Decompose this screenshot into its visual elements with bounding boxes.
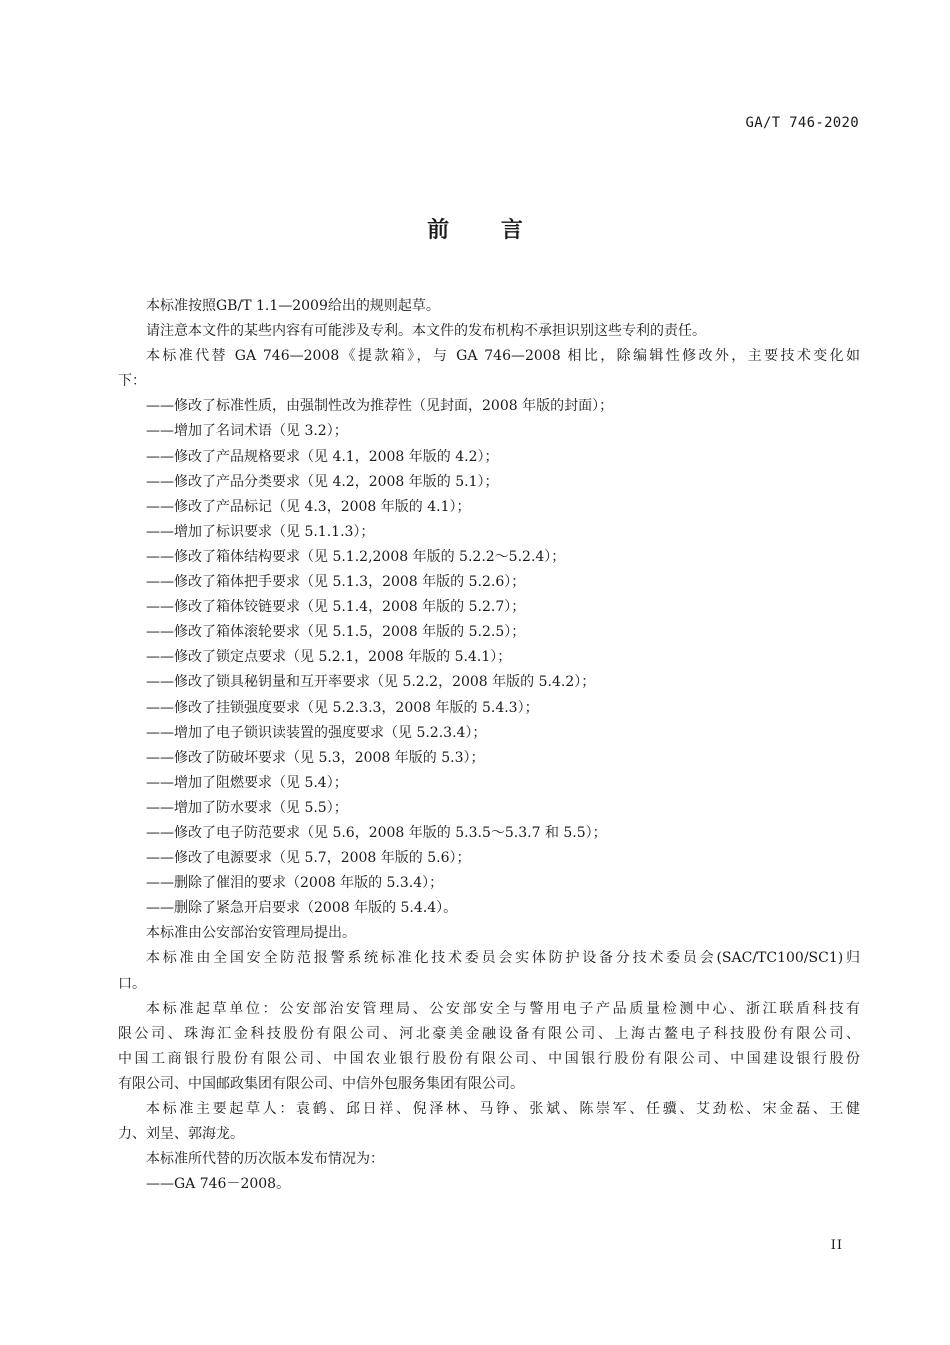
list-item: ——修改了箱体把手要求（见 5.1.3，2008 年版的 5.2.6）； bbox=[146, 574, 526, 591]
paragraph-line: 本标准起草单位：公安部治安管理局、公安部安全与警用电子产品质量检测中心、浙江联盾科技有 bbox=[146, 1000, 860, 1017]
list-item: ——删除了催泪的要求（2008 年版的 5.3.4）； bbox=[146, 875, 444, 892]
paragraph-history-intro: 本标准所代替的历次版本发布情况为： bbox=[146, 1151, 384, 1168]
paragraph-line: 本标准由全国安全防范报警系统标准化技术委员会实体防护设备分技术委员会(SAC/TC100/SC1)归 bbox=[146, 950, 860, 967]
paragraph-drafting-rules: 本标准按照GB/T 1.1—2009给出的规则起草。 bbox=[146, 298, 440, 314]
list-item: ——修改了防破坏要求（见 5.3，2008 年版的 5.3）； bbox=[146, 749, 485, 766]
foreword-body bbox=[118, 294, 860, 1197]
list-item: ——修改了电源要求（见 5.7，2008 年版的 5.6）； bbox=[146, 850, 471, 867]
list-item: ——修改了锁定点要求（见 5.2.1，2008 年版的 5.4.1）； bbox=[146, 649, 512, 666]
list-item: ——修改了产品规格要求（见 4.1，2008 年版的 4.2）； bbox=[146, 448, 499, 465]
list-item: ——删除了紧急开启要求（2008 年版的 5.4.4）。 bbox=[146, 900, 458, 917]
list-item: ——增加了标识要求（见 5.1.1.3）； bbox=[146, 523, 375, 540]
list-item: ——修改了标准性质，由强制性改为推荐性（见封面，2008 年版的封面）； bbox=[146, 398, 614, 415]
list-item: ——增加了防水要求（见 5.5）； bbox=[146, 799, 348, 816]
list-item: ——修改了箱体铰链要求（见 5.1.4，2008 年版的 5.2.7）； bbox=[146, 599, 526, 616]
list-item: ——修改了箱体滚轮要求（见 5.1.5，2008 年版的 5.2.5）； bbox=[146, 624, 526, 641]
paragraph-line: 力、刘呈、郭海龙。 bbox=[118, 1126, 244, 1143]
paragraph-line: 中国工商银行股份有限公司、中国农业银行股份有限公司、中国银行股份有限公司、中国建设银行股份 bbox=[118, 1050, 860, 1067]
list-item: ——修改了箱体结构要求（见 5.1.2,2008 年版的 5.2.2～5.2.4）； bbox=[146, 548, 566, 565]
paragraph-drafters bbox=[118, 1097, 860, 1147]
paragraph-patent-notice: 请注意本文件的某些内容有可能涉及专利。本文件的发布机构不承担识别这些专利的责任。 bbox=[146, 323, 706, 340]
list-item: ——修改了产品分类要求（见 4.2，2008 年版的 5.1）； bbox=[146, 473, 499, 490]
list-item: ——增加了电子锁识读装置的强度要求（见 5.2.3.4）； bbox=[146, 724, 487, 741]
list-item: ——增加了名词术语（见 3.2）； bbox=[146, 423, 348, 440]
list-item: ——修改了锁具秘钥量和互开率要求（见 5.2.2，2008 年版的 5.4.2）； bbox=[146, 674, 596, 691]
list-item: ——修改了产品标记（见 4.3，2008 年版的 4.1）； bbox=[146, 498, 471, 515]
list-item: ——增加了阻燃要求（见 5.4）； bbox=[146, 774, 348, 791]
paragraph-drafting-units bbox=[118, 997, 860, 1097]
paragraph-line: 本标准主要起草人：袁鹤、邱日祥、倪泽林、马铮、张斌、陈崇军、任骥、艾劲松、宋金磊、王健 bbox=[146, 1101, 860, 1117]
paragraph-line: 本标准代替 GA 746—2008《提款箱》，与 GA 746—2008 相比，除编辑性修改外，主要技术变化如 bbox=[146, 348, 860, 365]
page-title: 前 言 bbox=[427, 218, 545, 243]
page-number: II bbox=[830, 1238, 843, 1253]
paragraph-line: 口。 bbox=[118, 975, 146, 992]
paragraph-line: 有限公司、中国邮政集团有限公司、中信外包服务集团有限公司。 bbox=[118, 1075, 524, 1092]
paragraph-line: 限公司、珠海汇金科技股份有限公司、河北豪美金融设备有限公司、上海古鳌电子科技股份有限公司、 bbox=[118, 1025, 860, 1042]
paragraph-replacement bbox=[118, 344, 860, 394]
standard-code: GA/T 746-2020 bbox=[745, 115, 859, 131]
history-list bbox=[118, 1172, 860, 1197]
paragraph-proposer: 本标准由公安部治安管理局提出。 bbox=[146, 925, 356, 942]
paragraph-line: 下： bbox=[118, 373, 146, 390]
list-item: ——修改了挂锁强度要求（见 5.2.3.3，2008 年版的 5.4.3）； bbox=[146, 699, 539, 716]
list-item: ——GA 746－2008。 bbox=[146, 1176, 291, 1193]
changes-list bbox=[118, 394, 860, 921]
list-item: ——修改了电子防范要求（见 5.6，2008 年版的 5.3.5～5.3.7 和 5.5）； bbox=[146, 824, 607, 841]
paragraph-committee bbox=[118, 946, 860, 996]
